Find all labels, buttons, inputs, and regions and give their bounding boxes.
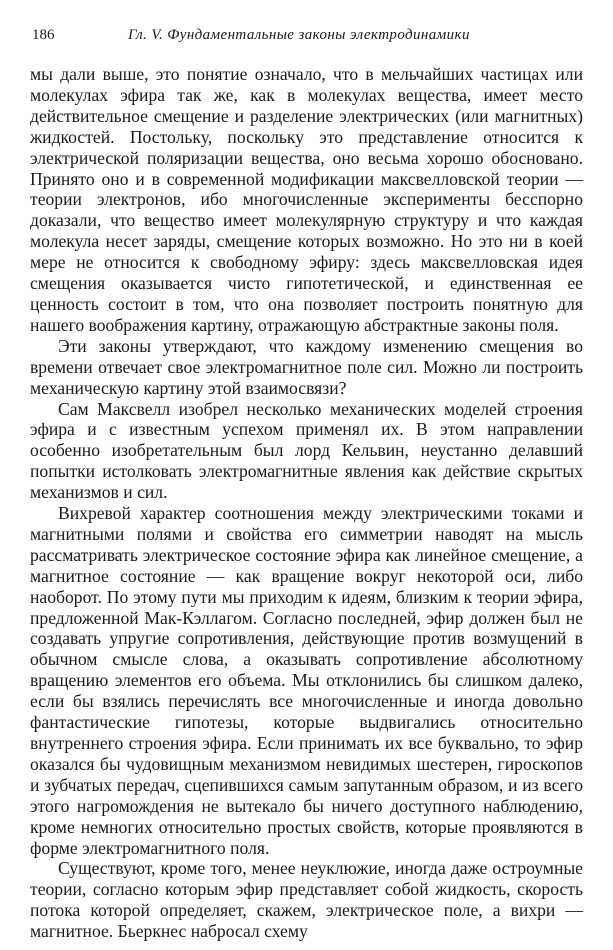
paragraph: Вихревой характер соотношения между электрическими токами и магнитными полями и свойства его симметрии наводят на мысль рассматривать электрическое состояние эфира как линейное смещение, а магнитное состояние — как вращение вокруг некоторой оси, либо наоборот. По этому пути мы приходим к идеям, близким к теории эфира, предложенной Мак-Кэллагом. Согласно последней, эфир должен был не создавать упругие сопротивления, действующие против возмущений в обычном смысле слова, а оказывать сопротивление абсолютному вращению элементов его объема. Мы отклонились бы слишком далеко, если бы взялись перечислять все многочисленные и иногда довольно фантастические гипотезы, которые выдвигались относительно внутреннего строения эфира. Если принимать их все буквально, то эфир оказался бы чудовищным механизмом невидимых шестерен, гироскопов и зубчатых передач, сцепившихся самым запутанным образом, и из всего этого нагромождения не вытекало бы ничего доступного наблюдению, кроме немногих относительно простых свойств, которые проявляются в форме электромагнитного поля. — [30, 503, 583, 858]
paragraph: мы дали выше, это понятие означало, что в мельчайших частицах или молекулах эфира так же, как в молекулах вещества, имеет место действительное смещение и разделение электрических (или магнитных) жидкостей. Постольку, поскольку это представление относится к электрической поляризации вещества, оно весьма хорошо обосновано. Принято оно и в современной модификации максвелловской теории — теории электронов, ибо многочисленные эксперименты бесспорно доказали, что вещество имеет молекулярную структуру и что каждая молекула несет заряды, смещение которых возможно. Но это ни в коей мере не относится к свободному эфиру: здесь максвелловская идея смещения оказывается чисто гипотетической, и единственная ее ценность состоит в том, что она позволяет построить понятную для нашего воображения картину, отражающую абстрактные законы поля. — [30, 64, 583, 335]
paragraph: Сам Максвелл изобрел несколько механических моделей строения эфира и с известным успехом применял их. В этом направлении особенно изобретательным был лорд Кельвин, неустанно делавший попытки истолковать электромагнитные явления как действие скрытых механизмов и сил. — [30, 398, 583, 503]
body-text — [30, 64, 583, 942]
paragraph: Эти законы утверждают, что каждому изменению смещения во времени отвечает свое электромагнитное поле сил. Можно ли построить механическую картину этой взаимосвязи? — [30, 335, 583, 398]
book-page — [30, 18, 583, 942]
page-number: 186 — [32, 27, 55, 43]
chapter-title: Гл. V. Фундаментальные законы электродинамики — [128, 27, 470, 43]
paragraph: Существуют, кроме того, менее неуклюжие, иногда даже остроумные теории, согласно которым эфир представляет собой жидкость, скорость потока которой определяет, скажем, электрическое поле, а вихри — магнитное. Бьеркнес набросал схему — [30, 858, 583, 942]
running-head — [30, 18, 583, 52]
